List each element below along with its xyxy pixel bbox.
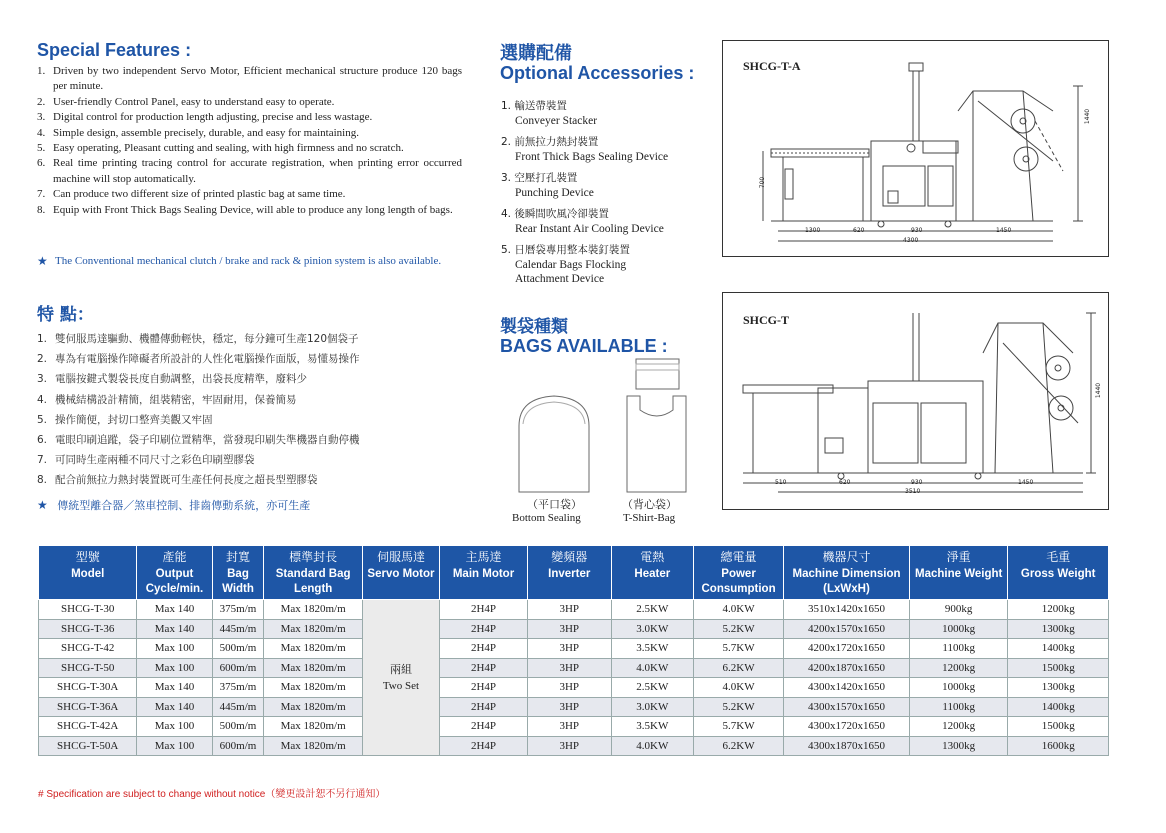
feature-text: Equip with Front Thick Bags Sealing Device, will able to produce any long length of bags.	[53, 203, 453, 216]
column-header-cn: 變頻器	[551, 550, 588, 564]
feature-item	[37, 156, 462, 187]
cn-feature-text: 機械結構設計精簡，組裝精密，牢固耐用，保養簡易	[55, 393, 297, 406]
table-cell: 1200kg	[909, 658, 1007, 678]
table-row	[39, 678, 1109, 698]
column-header-cn: 總電量	[720, 550, 757, 564]
special-features-list	[37, 64, 462, 218]
accessories-title-en: Optional Accessories :	[500, 63, 695, 83]
cn-feature-text: 電腦按鍵式製袋長度自動調整，出袋長度精準，廢料少	[55, 373, 307, 386]
feature-text: Simple design, assemble precisely, durable, and easy for maintaining.	[53, 126, 359, 139]
table-cell: 600m/m	[212, 658, 264, 678]
diagram-shcg-t-a	[722, 40, 1109, 257]
table-cell: 1000kg	[909, 619, 1007, 639]
dim-label: 510	[775, 479, 787, 486]
column-header	[212, 546, 264, 600]
column-header	[39, 546, 137, 600]
table-cell: 500m/m	[212, 639, 264, 659]
footnote: # Specification are subject to change without notice（變更設計恕不另行通知）	[38, 789, 386, 800]
cn-feature-number: 7.	[37, 454, 48, 467]
accessory-item	[501, 171, 716, 200]
table-cell: 6.2KW	[694, 736, 784, 756]
table-cell: 3HP	[527, 678, 611, 698]
bottom-sealing-bag-icon	[519, 396, 589, 492]
table-cell: 4.0KW	[611, 736, 694, 756]
table-cell: 3HP	[527, 600, 611, 620]
servo-cn: 兩組	[389, 662, 412, 676]
table-cell: Max 1820m/m	[264, 639, 362, 659]
feature-number: 7.	[37, 188, 46, 201]
cn-feature-number: 4.	[37, 393, 48, 406]
table-row	[39, 717, 1109, 737]
cn-feature-item	[37, 390, 360, 410]
column-header-en: Heater	[634, 568, 671, 580]
feature-item	[37, 95, 462, 110]
feature-number: 1.	[37, 65, 46, 77]
dim-label: 1440	[1095, 382, 1103, 399]
table-cell: SHCG-T-50	[39, 658, 137, 678]
cn-feature-number: 6.	[37, 434, 48, 447]
dim-label: 930	[911, 479, 923, 486]
table-cell: 2.5KW	[611, 600, 694, 620]
table-cell: SHCG-T-30A	[39, 678, 137, 698]
table-cell: Max 140	[137, 619, 212, 639]
servo-en: Two Set	[382, 679, 420, 692]
table-cell: 1500kg	[1008, 658, 1109, 678]
table-cell: 2H4P	[440, 678, 528, 698]
table-cell: 3HP	[527, 717, 611, 737]
bag-type-1-cn: （平口袋）	[527, 498, 582, 511]
table-cell: 6.2KW	[694, 658, 784, 678]
column-header	[440, 546, 528, 600]
table-cell: 3HP	[527, 736, 611, 756]
accessory-en: Front Thick Bags Sealing Device	[515, 150, 669, 163]
table-row	[39, 697, 1109, 717]
accessory-en: Punching Device	[515, 186, 594, 199]
feature-item	[37, 187, 462, 202]
column-header-cn: 機器尺寸	[822, 550, 871, 564]
table-cell: SHCG-T-36	[39, 619, 137, 639]
table-cell: 375m/m	[212, 678, 264, 698]
feature-item	[37, 141, 462, 156]
column-header	[694, 546, 784, 600]
table-cell: Max 100	[137, 639, 212, 659]
column-header-cn: 伺服馬達	[376, 550, 425, 564]
column-header-en: Main Motor	[452, 568, 515, 580]
bag-type-2-en: T-Shirt-Bag	[623, 512, 676, 524]
t-shirt-bag-icon	[627, 359, 686, 492]
column-header-cn: 型號	[75, 550, 100, 564]
cn-feature-text: 可同時生產兩種不同尺寸之彩色印刷塑膠袋	[55, 454, 255, 467]
table-cell: 1100kg	[909, 697, 1007, 717]
table-cell: 2.5KW	[611, 678, 694, 698]
machine-drawing-icon	[723, 293, 1108, 509]
table-cell: 1000kg	[909, 678, 1007, 698]
accessory-item	[501, 243, 716, 287]
cn-features-title: 特 點：	[37, 305, 94, 325]
table-cell: SHCG-T-42A	[39, 717, 137, 737]
table-cell: Max 140	[137, 600, 212, 620]
dim-label: 700	[759, 176, 767, 189]
accessory-item	[501, 99, 716, 128]
feature-number: 6.	[37, 157, 46, 170]
cn-feature-text: 配合前無拉力熱封裝置既可生產任何長度之超長型塑膠袋	[55, 474, 318, 487]
table-cell: 1100kg	[909, 639, 1007, 659]
table-cell: SHCG-T-50A	[39, 736, 137, 756]
table-cell: 375m/m	[212, 600, 264, 620]
cn-feature-number: 1.	[37, 333, 48, 345]
cn-feature-text: 電眼印刷追蹤，袋子印刷位置精準，當發現印刷失準機器自動停機	[55, 434, 360, 447]
table-cell: 4300x1570x1650	[784, 697, 910, 717]
table-cell: 900kg	[909, 600, 1007, 620]
table-cell: 5.7KW	[694, 717, 784, 737]
table-cell: 3.0KW	[611, 619, 694, 639]
feature-number: 8.	[37, 203, 46, 216]
table-row	[39, 639, 1109, 659]
table-cell: 4200x1720x1650	[784, 639, 910, 659]
column-header-cn: 毛重	[1046, 550, 1071, 564]
column-header-cn: 淨重	[946, 550, 971, 564]
feature-text: Driven by two independent Servo Motor, Efficient mechanical structure produce 120 bags per minute.	[53, 65, 462, 93]
feature-number: 5.	[37, 142, 46, 155]
table-cell: Max 1820m/m	[264, 697, 362, 717]
table-cell: Max 140	[137, 678, 212, 698]
accessory-en: Calendar Bags Flocking	[515, 258, 627, 271]
cn-feature-item	[37, 410, 360, 430]
diagram-shcg-t	[722, 292, 1109, 510]
table-cell: Max 100	[137, 736, 212, 756]
table-cell: 1200kg	[909, 717, 1007, 737]
cn-feature-item	[37, 430, 360, 450]
special-features-star-note	[37, 254, 462, 269]
star-icon: ★	[37, 254, 48, 268]
column-header-cn: 封寬	[225, 550, 250, 564]
table-cell: 2H4P	[440, 619, 528, 639]
cn-feature-text: 操作簡便，封切口整齊美觀又牢固	[55, 413, 213, 426]
table-cell: 3510x1420x1650	[784, 600, 910, 620]
table-cell: 3.0KW	[611, 697, 694, 717]
table-cell: 445m/m	[212, 697, 264, 717]
table-cell: 3HP	[527, 619, 611, 639]
table-cell: 500m/m	[212, 717, 264, 737]
cn-feature-number: 3.	[37, 373, 48, 386]
cn-star-note	[37, 497, 310, 513]
table-cell: 5.2KW	[694, 697, 784, 717]
accessory-item	[501, 207, 716, 236]
column-header-en: Servo Motor	[367, 568, 435, 580]
accessory-en: Conveyer Stacker	[515, 114, 598, 127]
table-cell: 2H4P	[440, 658, 528, 678]
column-header	[137, 546, 212, 600]
star-icon: ★	[37, 498, 48, 512]
table-cell: Max 1820m/m	[264, 658, 362, 678]
bags-illustration	[505, 356, 705, 496]
accessory-cn: 1. 輸送帶裝置	[501, 100, 567, 112]
table-cell: 1600kg	[1008, 736, 1109, 756]
column-header-en: Machine Dimension (LxWxH)	[792, 568, 901, 595]
accessory-en-line2: Attachment Device	[515, 273, 605, 285]
dim-label: 620	[853, 227, 865, 234]
table-cell: 2H4P	[440, 717, 528, 737]
dim-label: 3510	[905, 488, 921, 495]
bags-title-cn: 製袋種類	[500, 317, 568, 337]
table-cell: Max 1820m/m	[264, 619, 362, 639]
table-cell: 2H4P	[440, 736, 528, 756]
feature-text: User-friendly Control Panel, easy to understand easy to operate.	[53, 95, 335, 108]
bag-type-2-cn: （背心袋）	[622, 498, 677, 511]
table-row	[39, 736, 1109, 756]
table-cell: 1300kg	[909, 736, 1007, 756]
table-cell: Max 140	[137, 697, 212, 717]
feature-text: Can produce two different size of printed plastic bag at same time.	[53, 188, 346, 201]
bag-type-1-en: Bottom Sealing	[512, 512, 581, 524]
cn-feature-item	[37, 349, 360, 369]
column-header	[362, 546, 439, 600]
cn-feature-text: 專為有電腦操作障礙者所設計的人性化電腦操作面版，易懂易操作	[55, 353, 360, 366]
table-row	[39, 600, 1109, 620]
feature-item	[37, 110, 462, 125]
table-cell: 2H4P	[440, 639, 528, 659]
column-header-en: Inverter	[548, 568, 591, 580]
column-header	[1008, 546, 1109, 600]
table-cell: Max 100	[137, 658, 212, 678]
feature-number: 3.	[37, 111, 46, 124]
dim-label: 1440	[1084, 108, 1092, 125]
table-cell: 1500kg	[1008, 717, 1109, 737]
table-cell: 600m/m	[212, 736, 264, 756]
column-header-cn: 標準封長	[289, 550, 338, 564]
table-cell: 4.0KW	[694, 600, 784, 620]
accessory-item	[501, 135, 716, 164]
column-header	[909, 546, 1007, 600]
column-header-en: Machine Weight	[915, 568, 1003, 580]
table-cell: Max 1820m/m	[264, 678, 362, 698]
feature-item	[37, 64, 462, 95]
cn-feature-number: 5.	[37, 413, 48, 426]
column-header-cn: 電熱	[640, 550, 665, 564]
column-header-en: Model	[71, 568, 105, 580]
table-cell: Max 1820m/m	[264, 717, 362, 737]
column-header-en: Bag Width	[222, 568, 254, 595]
dim-label: 1450	[996, 227, 1012, 234]
accessory-en: Rear Instant Air Cooling Device	[515, 222, 664, 235]
dim-label: 1300	[805, 227, 821, 234]
table-cell: 1300kg	[1008, 678, 1109, 698]
cn-features-list	[37, 329, 360, 491]
column-header	[611, 546, 694, 600]
column-header	[264, 546, 362, 600]
feature-item	[37, 126, 462, 141]
cn-star-note-text: 傳統型離合器／煞車控制、排齒傳動系統，亦可生產	[57, 499, 311, 512]
column-header-en: Gross Weight	[1020, 568, 1096, 580]
table-cell: 445m/m	[212, 619, 264, 639]
cn-feature-item	[37, 329, 360, 349]
column-header-cn: 主馬達	[465, 550, 502, 564]
table-cell: SHCG-T-30	[39, 600, 137, 620]
table-cell: 4.0KW	[611, 658, 694, 678]
feature-text: Easy operating, Pleasant cutting and sealing, with high firmness and no scratch.	[53, 142, 404, 155]
feature-text: Real time printing tracing control for accurate registration, when printing error occurred machine will stop automatically.	[53, 157, 462, 185]
cn-feature-number: 8.	[37, 474, 48, 487]
machine-drawing-icon	[723, 41, 1108, 256]
table-cell: Max 1820m/m	[264, 600, 362, 620]
cn-feature-item	[37, 470, 360, 490]
table-cell: 2H4P	[440, 600, 528, 620]
table-cell: 5.2KW	[694, 619, 784, 639]
feature-number: 4.	[37, 126, 46, 139]
table-cell: 4300x1870x1650	[784, 736, 910, 756]
diagram-model-label: SHCG-T-A	[743, 59, 801, 73]
table-row	[39, 658, 1109, 678]
table-row	[39, 619, 1109, 639]
table-cell: 1400kg	[1008, 697, 1109, 717]
accessory-cn: 4. 後瞬間吹風冷卻裝置	[501, 208, 609, 220]
table-cell: 4200x1870x1650	[784, 658, 910, 678]
column-header-en: Power Consumption	[701, 568, 776, 595]
table-cell: 2H4P	[440, 697, 528, 717]
table-cell: 4300x1720x1650	[784, 717, 910, 737]
dim-label: 620	[839, 479, 851, 486]
table-cell: 1200kg	[1008, 600, 1109, 620]
cn-feature-item	[37, 450, 360, 470]
column-header-en: Output Cycle/min.	[145, 568, 204, 595]
table-cell: 1300kg	[1008, 619, 1109, 639]
diagram-model-label: SHCG-T	[743, 313, 790, 327]
feature-text: Digital control for production length adjusting, precise and less wastage.	[53, 111, 373, 124]
table-cell: 4300x1420x1650	[784, 678, 910, 698]
table-cell: 5.7KW	[694, 639, 784, 659]
feature-item	[37, 203, 462, 218]
table-cell: 4.0KW	[694, 678, 784, 698]
special-features-title: Special Features :	[37, 40, 192, 60]
table-cell: 4200x1570x1650	[784, 619, 910, 639]
spec-table	[38, 545, 1109, 756]
column-header-en: Standard Bag Length	[275, 568, 351, 595]
dim-label: 1450	[1018, 479, 1034, 486]
table-cell: SHCG-T-36A	[39, 697, 137, 717]
dim-label: 4300	[903, 237, 919, 244]
table-cell: 1400kg	[1008, 639, 1109, 659]
table-cell: 3.5KW	[611, 717, 694, 737]
accessory-cn: 3. 空壓打孔裝置	[501, 172, 578, 184]
table-cell: 3.5KW	[611, 639, 694, 659]
column-header	[784, 546, 910, 600]
accessories-title-cn: 選購配備	[500, 43, 572, 64]
spec-table-header-row	[39, 546, 1109, 600]
table-cell: 3HP	[527, 697, 611, 717]
table-cell: Max 100	[137, 717, 212, 737]
feature-number: 2.	[37, 95, 46, 108]
cn-feature-item	[37, 369, 360, 389]
table-cell: Max 1820m/m	[264, 736, 362, 756]
table-cell: 3HP	[527, 658, 611, 678]
table-cell: 3HP	[527, 639, 611, 659]
cn-feature-number: 2.	[37, 353, 48, 366]
accessory-cn: 2. 前無拉力熱封裝置	[501, 136, 599, 148]
bags-title-en: BAGS AVAILABLE :	[500, 336, 668, 356]
servo-motor-merged-cell	[362, 600, 439, 756]
accessories-list	[501, 99, 716, 294]
column-header	[527, 546, 611, 600]
accessory-cn: 5. 日曆袋專用整本裝釘裝置	[501, 244, 630, 256]
column-header-cn: 產能	[162, 550, 187, 564]
table-cell: SHCG-T-42	[39, 639, 137, 659]
dim-label: 930	[911, 227, 923, 234]
cn-feature-text: 雙伺服馬達驅動、機體傳動輕快，穩定，每分鐘可生產120個袋子	[55, 333, 359, 345]
star-note-text: The Conventional mechanical clutch / brake and rack & pinion system is also available.	[55, 255, 442, 267]
